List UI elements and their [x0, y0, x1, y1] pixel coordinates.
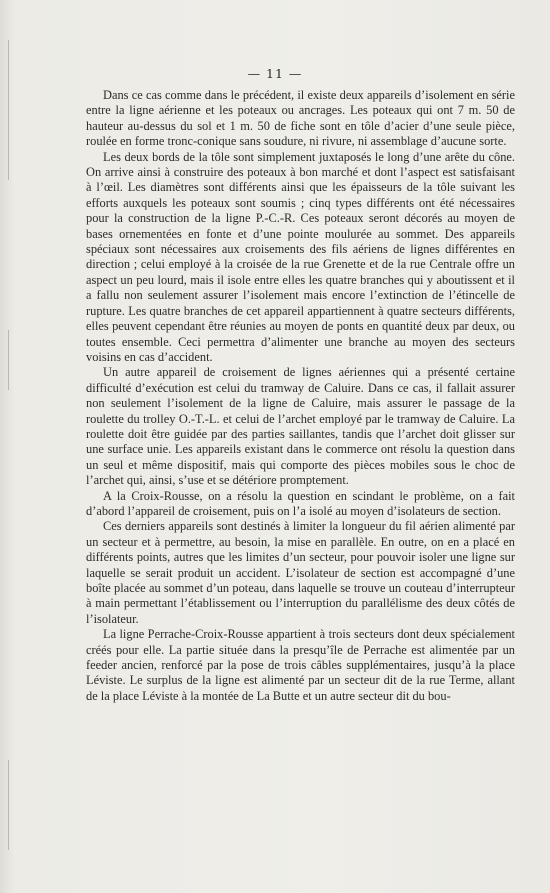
body-text [86, 88, 515, 704]
paragraph: Un autre appareil de croisement de lignes aériennes qui a présenté certaine difficulté d’exécution est celui du tramway de Caluire. Dans ce cas, il fallait assurer non seulement l’isolement de la ligne de Caluire, mais assurer le passage de la roulette du trolley O.-T.-L. et celui de l’archet employé par le tramway de Caluire. La roulette doit être guidée par des parties saillantes, tandis que l’archet doit glisser sur une surface unie. Les appareils existant dans le commerce ont résolu la question dans un seul et même dispositif, mais qui comporte des pièces mobiles sous le choc de l’archet qui, ainsi, s’use et se détériore promptement. [86, 365, 515, 488]
paragraph: La ligne Perrache-Croix-Rousse appartient à trois secteurs dont deux spécialement créés pour elle. La partie située dans la presqu’île de Perrache est alimentée par un feeder ancien, renforcé par la pose de trois câbles supplémentaires, jusqu’à la place Léviste. Le surplus de la ligne est alimenté par un secteur dit de la rue Terme, allant de la place Léviste à la montée de La Butte et un autre secteur dit du bou- [86, 627, 515, 703]
binding-edge-mark [8, 330, 9, 390]
binding-edge-mark [8, 760, 9, 850]
paragraph: Ces derniers appareils sont destinés à limiter la longueur du fil aérien alimenté par un secteur et à permettre, au besoin, la mise en parallèle. En outre, on en a placé en différents points, autres que les limites d’un secteur, pour pouvoir isoler une ligne sur laquelle se serait produit un accident. L’isolateur de section est accompagné d’une boîte placée au sommet d’un poteau, dans laquelle se trouve un couteau d’interrupteur à main permettant l’établissement ou l’interruption du parallélisme des deux côtés de l’isolateur. [86, 519, 515, 626]
page-number: — 11 — [247, 66, 303, 81]
paragraph: A la Croix-Rousse, on a résolu la question en scindant le problème, on a fait d’abord l’appareil de croisement, puis on l’a isolé au moyen d’isolateurs de section. [86, 488, 515, 518]
paragraph: Dans ce cas comme dans le précédent, il existe deux appareils d’isolement en série entre la ligne aérienne et les poteaux ou ancrages. Les poteaux qui ont 7 m. 50 de hauteur au-dessus du sol et 1 m. 50 de fiche sont en tôle d’acier d’une seule pièce, roulée en forme tronc-conique sans soudure, ni rivure, ni assemblage d’aucune sorte. [86, 88, 515, 149]
paragraph: Les deux bords de la tôle sont simplement juxtaposés le long d’une arête du cône. On arrive ainsi à construire des poteaux à bon marché et dont l’aspect est satisfaisant à l’œil. Les diamètres sont différents ainsi que les épaisseurs de la tôle suivant les efforts auxquels les poteaux sont soumis ; cinq types différents ont été nécessaires pour la construction de la ligne P.-C.-R. Ces poteaux seront décorés au moyen de bases ornementées en fonte et d’une pointe moulurée au sommet. Des appareils spéciaux sont nécessaires aux croisements des fils aériens de lignes différentes en direction ; celui employé à la croisée de la rue Grenette et de la rue Centrale offre un aspect un peu lourd, mais il isole entre elles les quatre branches qui y aboutissent et il a fallu non seulement assurer l’isolement mais encore l’extinction de l’étincelle de rupture. Les quatre branches de cet appareil appartiennent à quatre secteurs différents, elles peuvent cependant être réunies au moyen de ponts en quantité deux par deux, ou toutes ensemble. Ceci permettra d’alimenter une branche au moyen des secteurs voisins en cas d’accident. [86, 149, 515, 364]
binding-edge-mark [8, 40, 9, 180]
